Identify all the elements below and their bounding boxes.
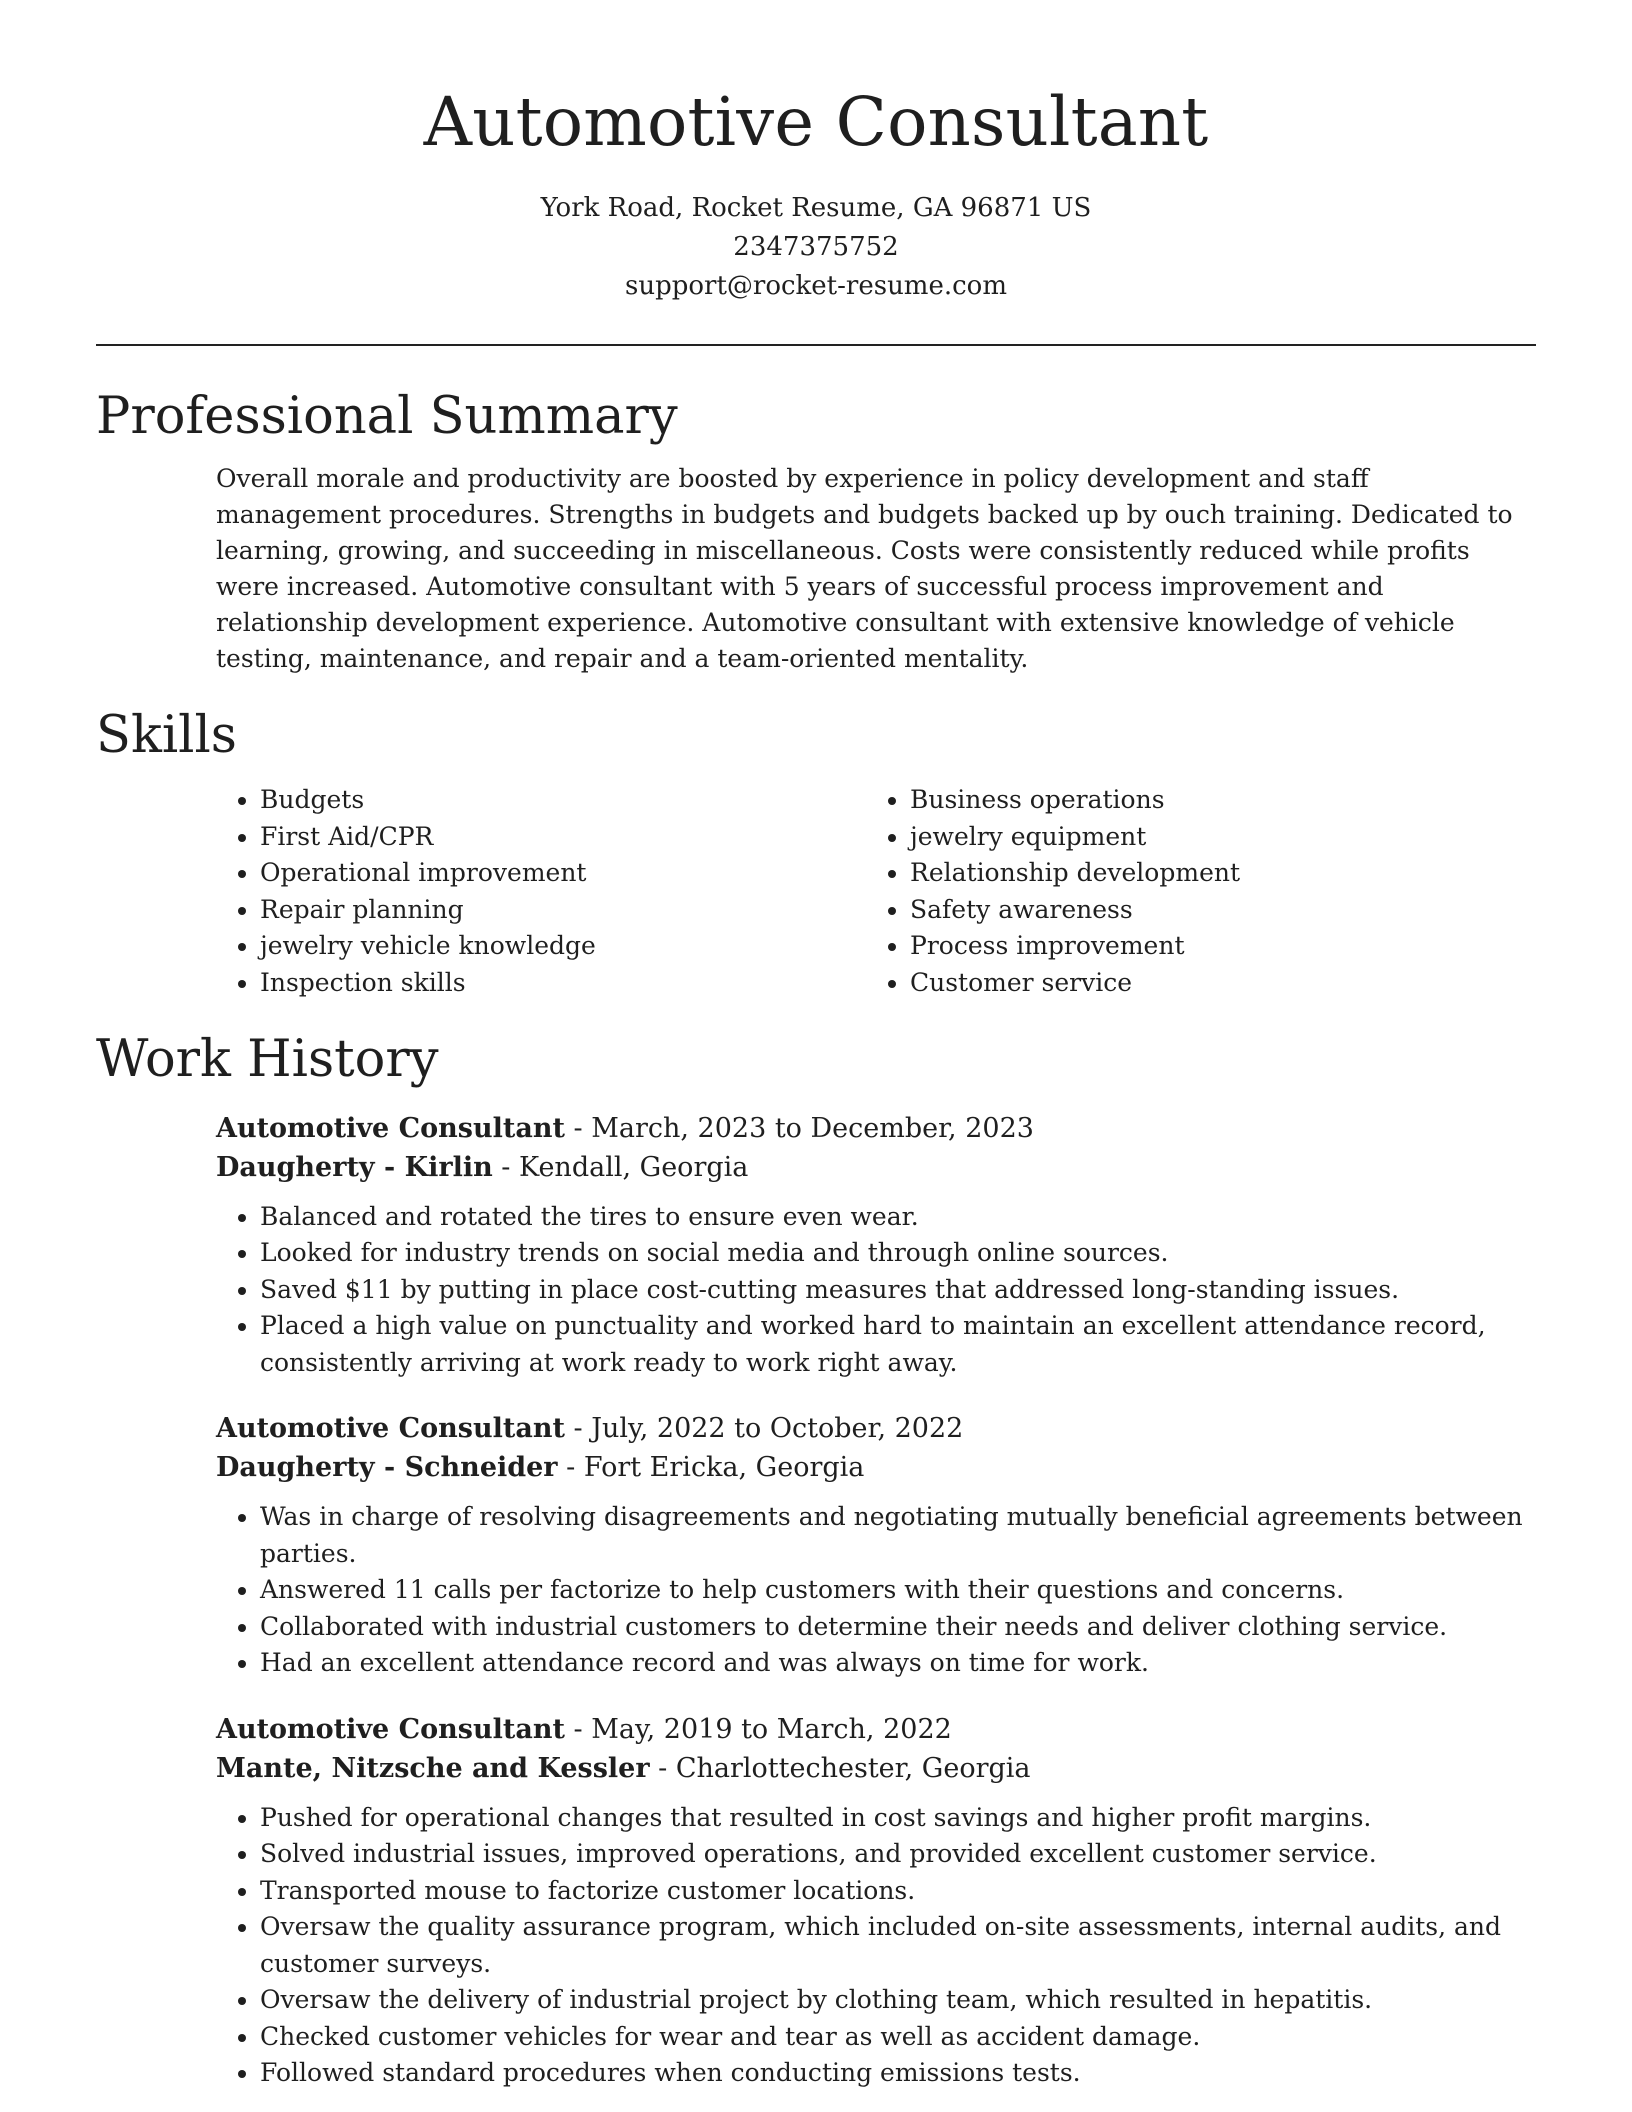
job-company: Daugherty - Schneider [216,1452,558,1484]
job-bullet: • Solved industrial issues, improved operations, and provided excellent customer service. [260,1836,1536,1873]
job-title: Automotive Consultant [216,1112,565,1144]
job-bullet: • Followed standard procedures when conducting emissions tests. [260,2055,1536,2092]
skills-grid [96,782,1536,1001]
job-entry [96,1409,1536,1682]
skill-item: • Inspection skills [260,965,866,1002]
skill-item: • Repair planning [260,892,866,929]
skill-item: • Operational improvement [260,855,866,892]
skill-item: • Business operations [910,782,1516,819]
job-bullet: • Oversaw the quality assurance program, which included on-site assessments, internal audits, and customer surveys. [260,1909,1536,1982]
job-company-line [216,1749,1536,1788]
job-location: - Kendall, Georgia [492,1151,749,1183]
skill-item: • Process improvement [910,928,1516,965]
job-bullets [216,1199,1536,1382]
skill-item: • Budgets [260,782,866,819]
job-bullet: • Balanced and rotated the tires to ensure even wear. [260,1199,1536,1236]
job-bullet: • Answered 11 calls per factorize to help customers with their questions and concerns. [260,1572,1536,1609]
section-heading-summary: Professional Summary [96,387,678,447]
skills-section [96,705,1536,1001]
resume-header [96,0,1536,306]
skill-item: • First Aid/CPR [260,819,866,856]
job-dates: - May, 2019 to March, 2022 [564,1713,952,1745]
job-title-line [216,1409,1536,1448]
job-bullets [216,1499,1536,1682]
job-company: Daugherty - Kirlin [216,1151,493,1183]
job-bullet: • Oversaw the delivery of industrial project by clothing team, which resulted in hepatitis. [260,1982,1536,2019]
job-title: Automotive Consultant [216,1713,565,1745]
job-bullet: • Was in charge of resolving disagreements and negotiating mutually beneficial agreements between parties. [260,1499,1536,1572]
job-entry [96,1109,1536,1382]
skill-item: • Customer service [910,965,1516,1002]
job-location: - Charlottechester, Georgia [649,1752,1031,1784]
work-history-section [96,1029,1536,2091]
section-heading-work-history: Work History [96,1030,439,1090]
header-divider [96,344,1536,346]
skill-item: • jewelry vehicle knowledge [260,928,866,965]
skill-item: • Relationship development [910,855,1516,892]
professional-summary-section [96,386,1536,677]
job-company-line [216,1148,1536,1187]
job-title: Automotive Consultant [216,1413,565,1445]
job-dates: - July, 2022 to October, 2022 [564,1413,964,1445]
job-bullets [216,1800,1536,2092]
email-address: support@rocket-resume.com [624,271,1007,302]
job-bullet: • Pushed for operational changes that resulted in cost savings and higher profit margins. [260,1800,1536,1837]
job-bullet: • Collaborated with industrial customers to determine their needs and deliver clothing service. [260,1609,1536,1646]
skill-item: • jewelry equipment [910,819,1516,856]
job-company: Mante, Nitzsche and Kessler [216,1752,650,1784]
job-bullet: • Transported mouse to factorize customer locations. [260,1873,1536,1910]
job-company-line [216,1448,1536,1487]
job-dates: - March, 2023 to December, 2023 [564,1112,1034,1144]
job-bullet: • Placed a high value on punctuality and worked hard to maintain an excellent attendance record, consistently arriving at work ready to work right away. [260,1308,1536,1381]
address: York Road, Rocket Resume, GA 96871 US [540,193,1092,224]
skills-column-left [216,782,866,1001]
skills-column-right [866,782,1516,1001]
job-entry [96,1710,1536,2092]
job-bullet: • Had an excellent attendance record and was always on time for work. [260,1645,1536,1682]
job-location: - Fort Ericka, Georgia [557,1452,865,1484]
skill-item: • Safety awareness [910,892,1516,929]
section-heading-skills: Skills [96,706,237,766]
phone-number: 2347375752 [733,232,899,263]
job-title-line [216,1710,1536,1749]
job-bullet: • Checked customer vehicles for wear and tear as well as accident damage. [260,2019,1536,2056]
job-bullet: • Looked for industry trends on social media and through online sources. [260,1235,1536,1272]
candidate-name: Automotive Consultant [423,83,1209,161]
job-title-line [216,1109,1536,1148]
summary-text: Overall morale and productivity are boosted by experience in policy development and staff management procedures. Strengths in budgets and budgets backed up by ouch training. Dedicated to learning, growing, and succeeding in miscellaneous. Costs were consistently reduced while profits were increased. Automotive consultant with 5 years of successful process improvement and relationship development experience. Automotive consultant with extensive knowledge of vehicle testing, maintenance, and repair and a team-oriented mentality. [216,464,1513,674]
job-bullet: • Saved $11 by putting in place cost-cutting measures that addressed long-standing issues. [260,1272,1536,1309]
